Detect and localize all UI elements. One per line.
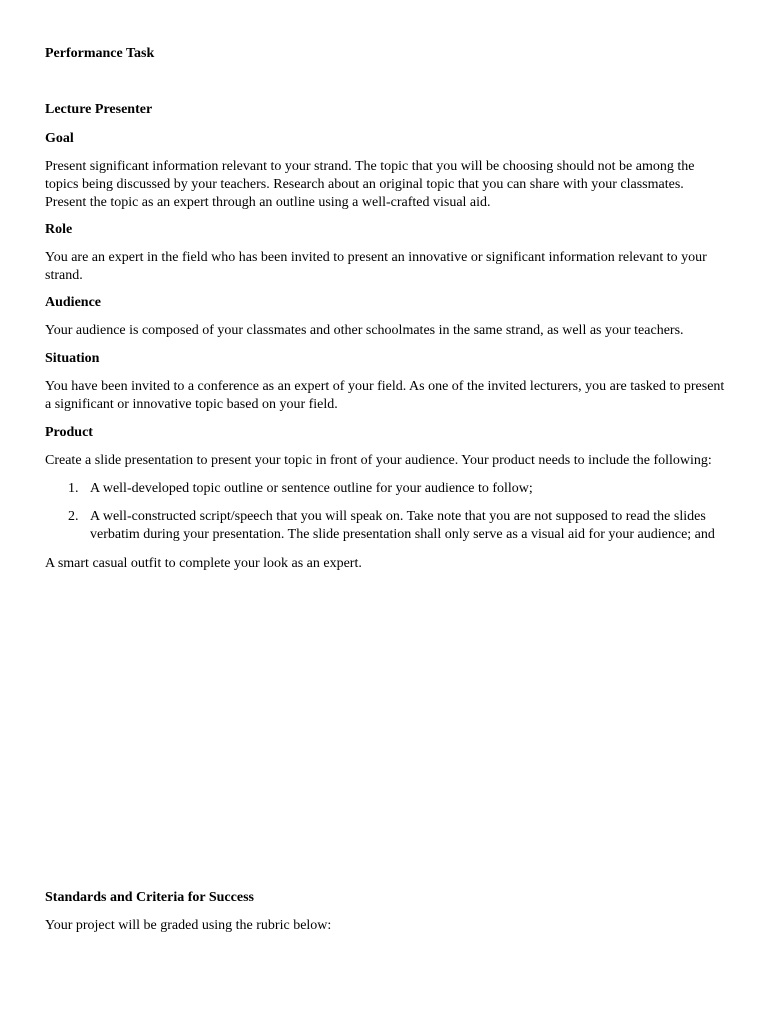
goal-body: Present significant information relevant to your strand. The topic that you will be choosing should not be among the topics being discussed by your teachers. Research about an original topic that you can share with your classmates. Present the topic as an expert through an outline using a well-crafted visual aid. [45,159,695,210]
role-heading: Role [45,222,73,237]
goal-heading: Goal [45,131,74,146]
audience-heading: Audience [45,295,101,310]
list-item-number: 2. [68,509,79,524]
document-subtitle: Lecture Presenter [45,102,153,117]
product-heading: Product [45,425,93,440]
product-closing: A smart casual outfit to complete your look as an expert. [45,556,362,571]
standards-heading: Standards and Criteria for Success [45,890,254,905]
product-body: Create a slide presentation to present your topic in front of your audience. Your product needs to include the following: [45,453,712,468]
document-title: Performance Task [45,46,155,61]
situation-heading: Situation [45,351,100,366]
role-body: You are an expert in the field who has been invited to present an innovative or significant information relevant to your strand. [45,250,707,283]
list-item-text: A well-developed topic outline or sentence outline for your audience to follow; [90,481,533,496]
list-item-number: 1. [68,481,79,496]
situation-body: You have been invited to a conference as an expert of your field. As one of the invited lecturers, you are tasked to present a significant or innovative topic based on your field. [45,379,725,412]
standards-body: Your project will be graded using the rubric below: [45,918,332,933]
list-item-text: A well-constructed script/speech that you will speak on. Take note that you are not supposed to read the slides verbatim during your presentation. The slide presentation shall only serve as a visual aid for your audience; and [90,509,715,542]
audience-body: Your audience is composed of your classmates and other schoolmates in the same strand, as well as your teachers. [45,323,684,338]
